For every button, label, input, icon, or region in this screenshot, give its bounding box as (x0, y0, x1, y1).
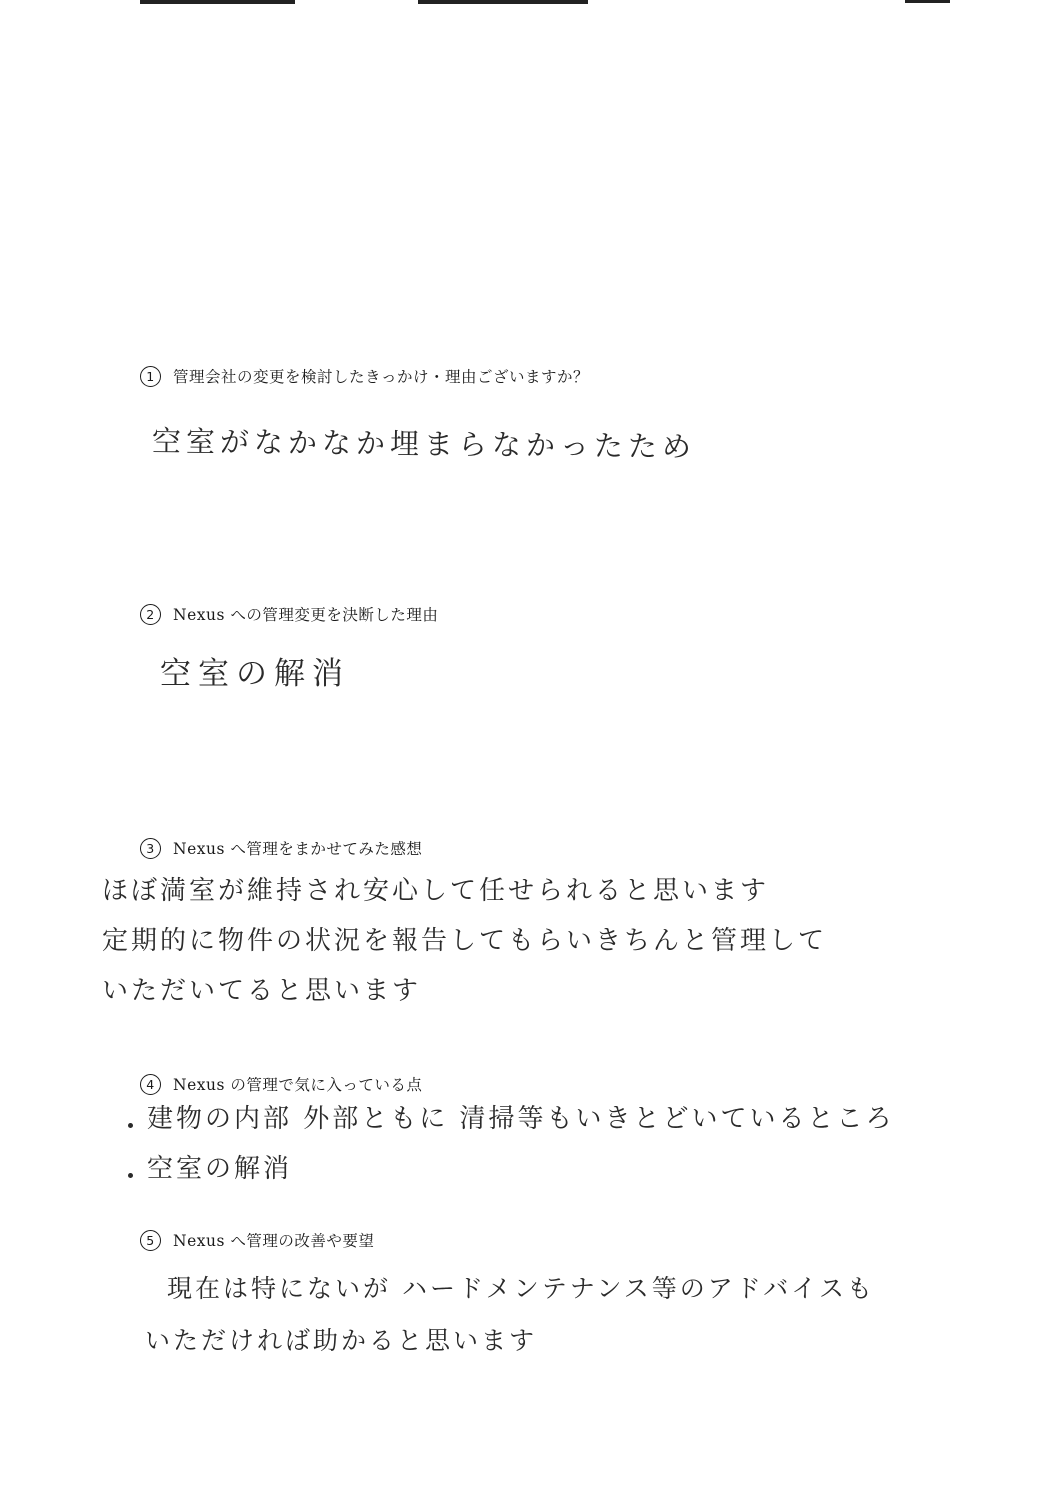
answer-line: 定期的に物件の状況を報告してもらいきちんと管理して (102, 926, 828, 956)
answer-line: ほぼ満室が維持され安心して任せられると思います (102, 876, 770, 906)
answer-4 (128, 1094, 895, 1194)
question-number: 2 (140, 604, 161, 625)
answer-1 (152, 419, 696, 466)
question-1 (140, 365, 589, 389)
question-text: Nexus へ管理の改善や要望 (173, 1232, 375, 1250)
answer-line-text: 建物の内部 外部ともに 清掃等もいきとどいているところ (147, 1104, 895, 1134)
answer-line: いただければ助かると思います (145, 1326, 538, 1355)
question-number: 4 (140, 1074, 161, 1095)
question-number: 1 (140, 366, 161, 387)
question-5 (140, 1229, 374, 1253)
question-text: 管理会社の変更を検討したきっかけ・理由ございますか？ (173, 368, 590, 386)
question-text: Nexus の管理で気に入っている点 (173, 1076, 423, 1094)
scan-edge-mark (905, 0, 950, 3)
answer-line: いただいてると思います (102, 976, 422, 1006)
bullet-point (128, 1173, 133, 1178)
answer-line (128, 1144, 895, 1194)
question-4 (140, 1073, 422, 1097)
answer-line: 空室がなかなか埋まらなかったため (151, 424, 697, 464)
answer-2 (160, 648, 350, 693)
question-text: Nexus へ管理をまかせてみた感想 (173, 840, 423, 858)
question-3 (140, 837, 422, 861)
answer-3 (102, 866, 827, 1016)
scan-edge-mark (418, 0, 588, 4)
answer-line-text: 空室の解消 (147, 1154, 293, 1184)
answer-line: 現在は特にないが ハードメンテナンス等のアドバイスも (167, 1274, 875, 1303)
answer-5 (145, 1263, 875, 1367)
scan-edge-mark (140, 0, 295, 4)
answer-line (128, 1094, 895, 1144)
question-text: Nexus への管理変更を決断した理由 (173, 606, 439, 624)
bullet-point (128, 1123, 133, 1128)
question-number: 3 (140, 838, 161, 859)
question-number: 5 (140, 1230, 161, 1251)
question-2 (140, 603, 438, 627)
answer-line: 空室の解消 (160, 656, 350, 692)
